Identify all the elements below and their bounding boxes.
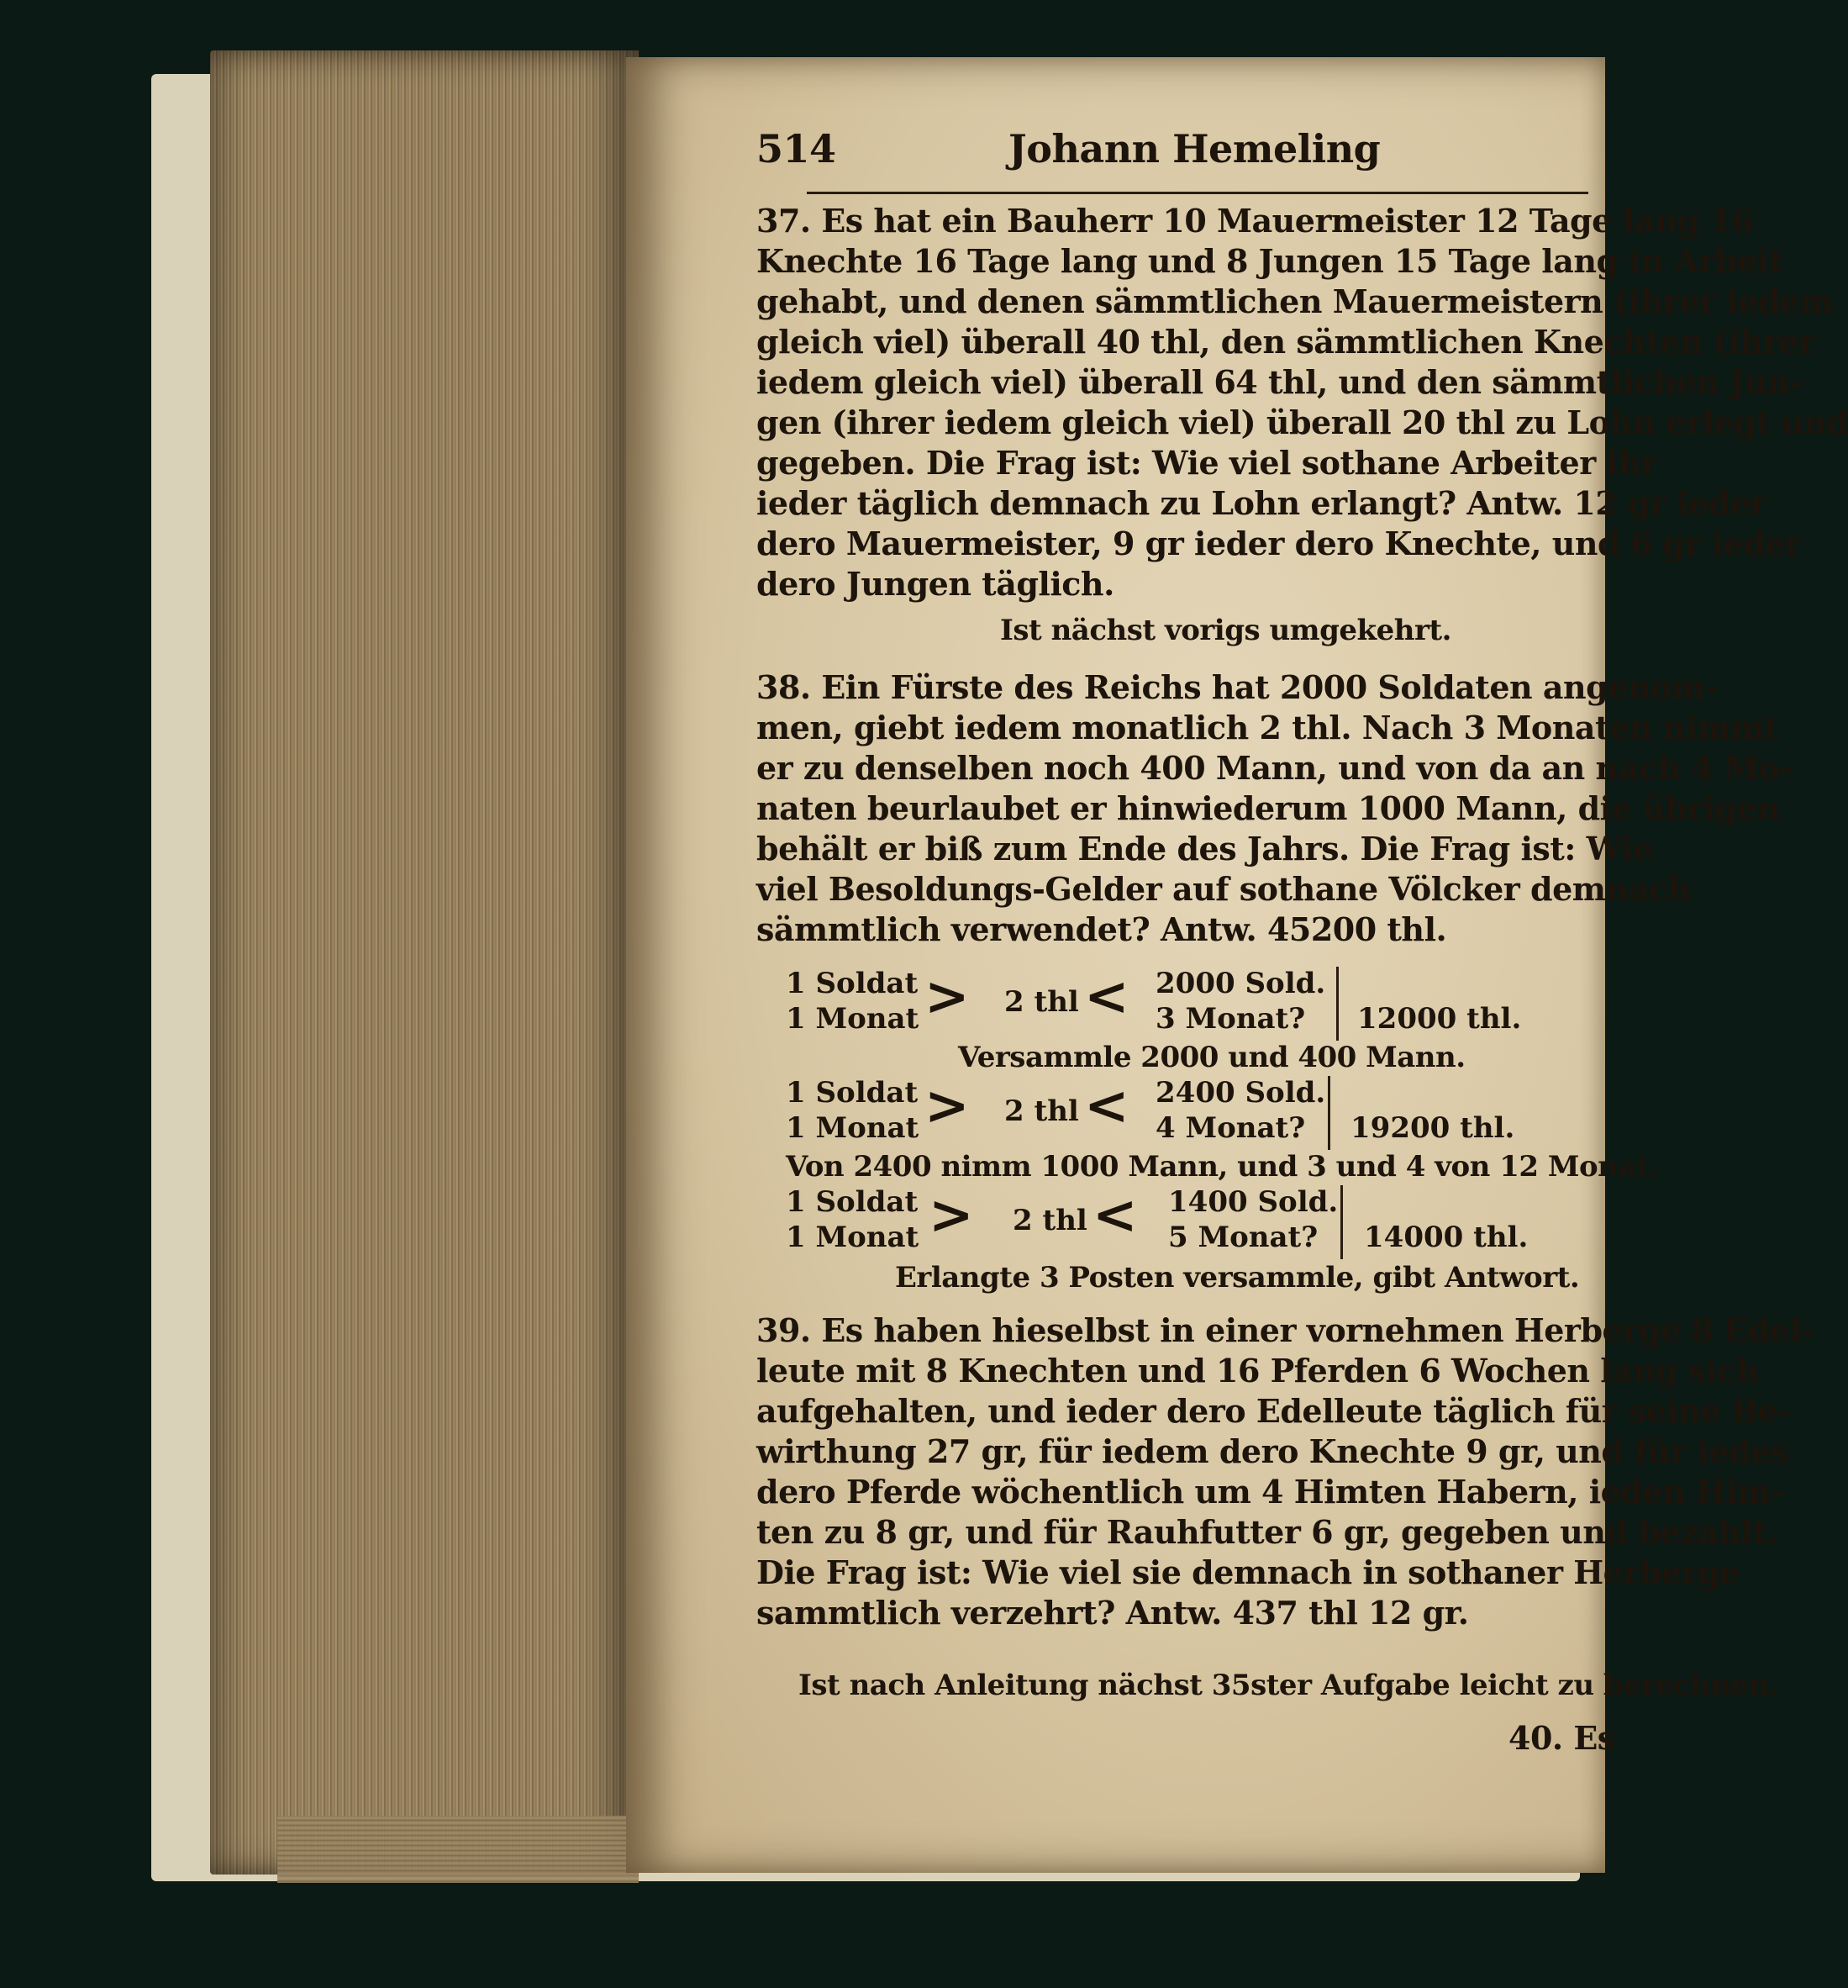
diverge-arrow-icon: <: [1084, 1074, 1129, 1137]
converge-arrow-icon: >: [924, 1074, 970, 1137]
text-line: naten beurlaubet er hinwiederum 1000 Mann, die übrigen: [756, 789, 1780, 827]
calc-left-bottom: 1 Monat: [786, 1002, 919, 1036]
step-text: Versammle 2000 und 400 Mann.: [958, 1041, 1466, 1074]
text-line: dero Jungen täglich.: [756, 565, 1114, 603]
text-line: 37. Es hat ein Bauherr 10 Mauermeister 12 Tage lang 16: [756, 202, 1754, 240]
calc-result: 12000 thl.: [1357, 1002, 1522, 1036]
step-text: Erlangte 3 Posten versammle, gibt Antwort.: [895, 1261, 1580, 1295]
page-edges: [210, 50, 639, 1875]
calc-right-top: 2000 Sold.: [1156, 967, 1326, 1000]
calc-mid: 2 thl: [1004, 985, 1079, 1019]
solution-note: Ist nächst vorigs umgekehrt.: [1000, 614, 1451, 647]
text-line: er zu denselben noch 400 Mann, und von da an nach 4 Mo-: [756, 749, 1793, 787]
calc-left-bottom: 1 Monat: [786, 1111, 919, 1145]
calc-right-bottom: 4 Monat?: [1156, 1111, 1306, 1145]
text-line: aufgehalten, und ieder dero Edelleute täglich für seine Be-: [756, 1392, 1791, 1430]
converge-arrow-icon: >: [929, 1184, 974, 1247]
calc-left-top: 1 Soldat: [786, 1185, 919, 1219]
text-line: Knechte 16 Tage lang und 8 Jungen 15 Tage lang in Arbeit: [756, 242, 1783, 280]
text-line: leute mit 8 Knechten und 16 Pferden 6 Wochen lang sich: [756, 1352, 1759, 1389]
calc-right-bottom: 5 Monat?: [1168, 1221, 1319, 1254]
calc-right-bottom: 3 Monat?: [1156, 1002, 1306, 1036]
step-text: Von 2400 nimm 1000 Mann, und 3 und 4 von 12 Monat.: [786, 1150, 1659, 1184]
text-line: gen (ihrer iedem gleich viel) überall 20 thl zu Lohn erlegt und: [756, 403, 1848, 441]
text-line: men, giebt iedem monatlich 2 thl. Nach 3 Monaten nimmt: [756, 709, 1779, 746]
text-line: dero Mauermeister, 9 gr ieder dero Knechte, und 6 gr ieder: [756, 525, 1802, 562]
text-line: gleich viel) überall 40 thl, den sämmtlichen Knechten (ihrer: [756, 323, 1815, 361]
calc-mid: 2 thl: [1004, 1094, 1079, 1128]
text-line: ten zu 8 gr, und für Rauhfutter 6 gr, gegeben und bezahlt.: [756, 1513, 1777, 1551]
calc-result: 14000 thl.: [1364, 1221, 1529, 1254]
text-line: wirthung 27 gr, für iedem dero Knechte 9 gr, und für iedes: [756, 1432, 1788, 1470]
divider: [1336, 967, 1339, 1041]
text-line: sammtlich verzehrt? Antw. 437 thl 12 gr.: [756, 1594, 1469, 1632]
text-line: gehabt, und denen sämmtlichen Mauermeistern (ihrer iedem: [756, 282, 1834, 320]
calc-right-top: 1400 Sold.: [1168, 1185, 1339, 1219]
calc-left-top: 1 Soldat: [786, 1076, 919, 1110]
running-title: Johann Hemeling: [1008, 126, 1381, 171]
calc-left-top: 1 Soldat: [786, 967, 919, 1000]
catchword-text: 40. Es: [1508, 1719, 1615, 1757]
converge-arrow-icon: >: [924, 965, 970, 1028]
text-line: ieder täglich demnach zu Lohn erlangt? Antw. 12 gr ieder: [756, 484, 1767, 522]
diverge-arrow-icon: <: [1084, 965, 1129, 1028]
text-line: 38. Ein Fürste des Reichs hat 2000 Soldaten angenom-: [756, 668, 1718, 706]
calc-right-top: 2400 Sold.: [1156, 1076, 1326, 1110]
solution-note: Ist nach Anleitung nächst 35ster Aufgabe leicht zu berechnen.: [798, 1669, 1779, 1702]
calc-result: 19200 thl.: [1350, 1111, 1515, 1145]
text-line: Die Frag ist: Wie viel sie demnach in sothaner Herberge: [756, 1553, 1740, 1591]
divider: [1340, 1185, 1343, 1259]
divider: [1328, 1076, 1330, 1150]
text-line: sämmtlich verwendet? Antw. 45200 thl.: [756, 910, 1447, 948]
header-rule: [807, 192, 1588, 194]
text-line: dero Pferde wöchentlich um 4 Himten Habern, ieden Him-: [756, 1473, 1784, 1511]
text-line: iedem gleich viel) überall 64 thl, und den sämmtlichen Jun-: [756, 363, 1803, 401]
calc-mid: 2 thl: [1013, 1204, 1087, 1237]
text-line: 39. Es haben hieselbst in einer vornehmen Herberge 8 Edel-: [756, 1311, 1814, 1349]
page-edges-bottom: [277, 1816, 639, 1883]
text-line: gegeben. Die Frag ist: Wie viel sothane Arbeiter ihr: [756, 444, 1658, 482]
diverge-arrow-icon: <: [1092, 1184, 1138, 1247]
text-line: viel Besoldungs-Gelder auf sothane Völcker demnach: [756, 870, 1691, 908]
text-line: behält er biß zum Ende des Jahrs. Die Frag ist: Wie: [756, 830, 1653, 867]
page-number: 514: [756, 126, 836, 171]
calc-left-bottom: 1 Monat: [786, 1221, 919, 1254]
